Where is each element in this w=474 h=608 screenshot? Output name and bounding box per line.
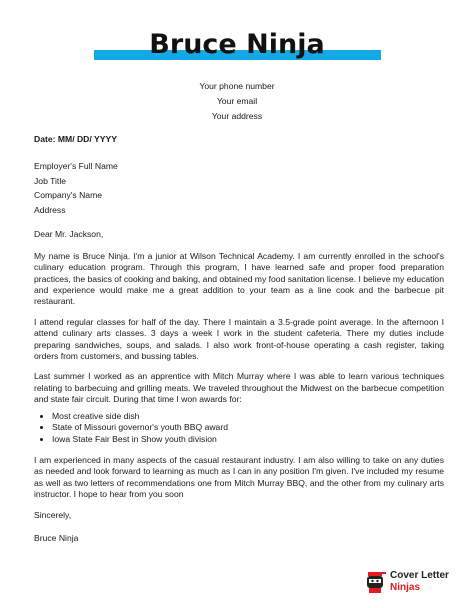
paragraph-closing: I am experienced in many aspects of the casual restaurant industry. I am also willing to take on any duties as needed and look forward to learning as much as I can in any position I'm given. I've included my resume as well as two letters of recommendations one from Mitch Murray BBQ, and the other from my culinary arts instructor. I hope to hear from you soon	[34, 454, 444, 500]
applicant-name: Bruce Ninja	[149, 29, 325, 60]
award-item: • Iowa State Fair Best in Show youth division	[52, 434, 444, 445]
logo-line-2: Ninjas	[390, 582, 421, 593]
award-item: • State of Missouri governor's youth BBQ award	[52, 422, 444, 433]
recipient-company: Company's Name	[34, 190, 103, 201]
recipient-address: Address	[34, 204, 66, 215]
greeting: Dear Mr. Jackson,	[34, 229, 104, 240]
closing: Sincerely,	[34, 509, 72, 520]
letter-date: Date: MM/ DD/ YYYY	[34, 134, 117, 144]
logo-line-1: Cover Letter	[390, 570, 449, 581]
cover-letter-ninjas-logo	[364, 568, 464, 598]
paragraph-intro: My name is Bruce Ninja. I'm a junior at Wilson Technical Academy. I am currently enrolled in the school's culinary education program. Through this program, I have learned safe and proper food preparation practices, the basics of cooking and baking, and obtained my food sanitation license. I believe my education and experience would make me a great addition to your team as a line cook and the barbecue pit restaurant.	[34, 250, 444, 307]
award-item: • Most creative side dish	[52, 411, 444, 422]
recipient-name: Employer's Full Name	[34, 161, 118, 172]
recipient-block	[34, 159, 444, 217]
recipient-title: Job Title	[34, 175, 67, 186]
paragraph-apprenticeship: Last summer I worked as an apprentice with Mitch Murray where I was able to learn various techniques relating to barbecuing and grilling meats. We traveled throughout the Midwest on the barbecue competition and state fair circuit. During that time I won awards for:	[34, 371, 444, 405]
letter-body	[34, 134, 444, 544]
contact-block	[0, 79, 474, 124]
contact-phone: Your phone number	[199, 81, 275, 91]
ninja-mascot-icon	[364, 570, 386, 594]
awards-list	[34, 411, 444, 445]
contact-email: Your email	[216, 96, 258, 106]
signer-name: Bruce Ninja	[34, 532, 79, 543]
paragraph-schedule: I attend regular classes for half of the day. There I maintain a 3.5-grade point average. In the afternoon I attend culinary arts classes. 3 days a week I work in the student cafeteria. There my duties include preparing sandwiches, soups, and salads. I also work front-of-house operating a cash register, taking orders from customers, and bussing tables.	[34, 316, 444, 362]
contact-address: Your address	[211, 111, 263, 121]
